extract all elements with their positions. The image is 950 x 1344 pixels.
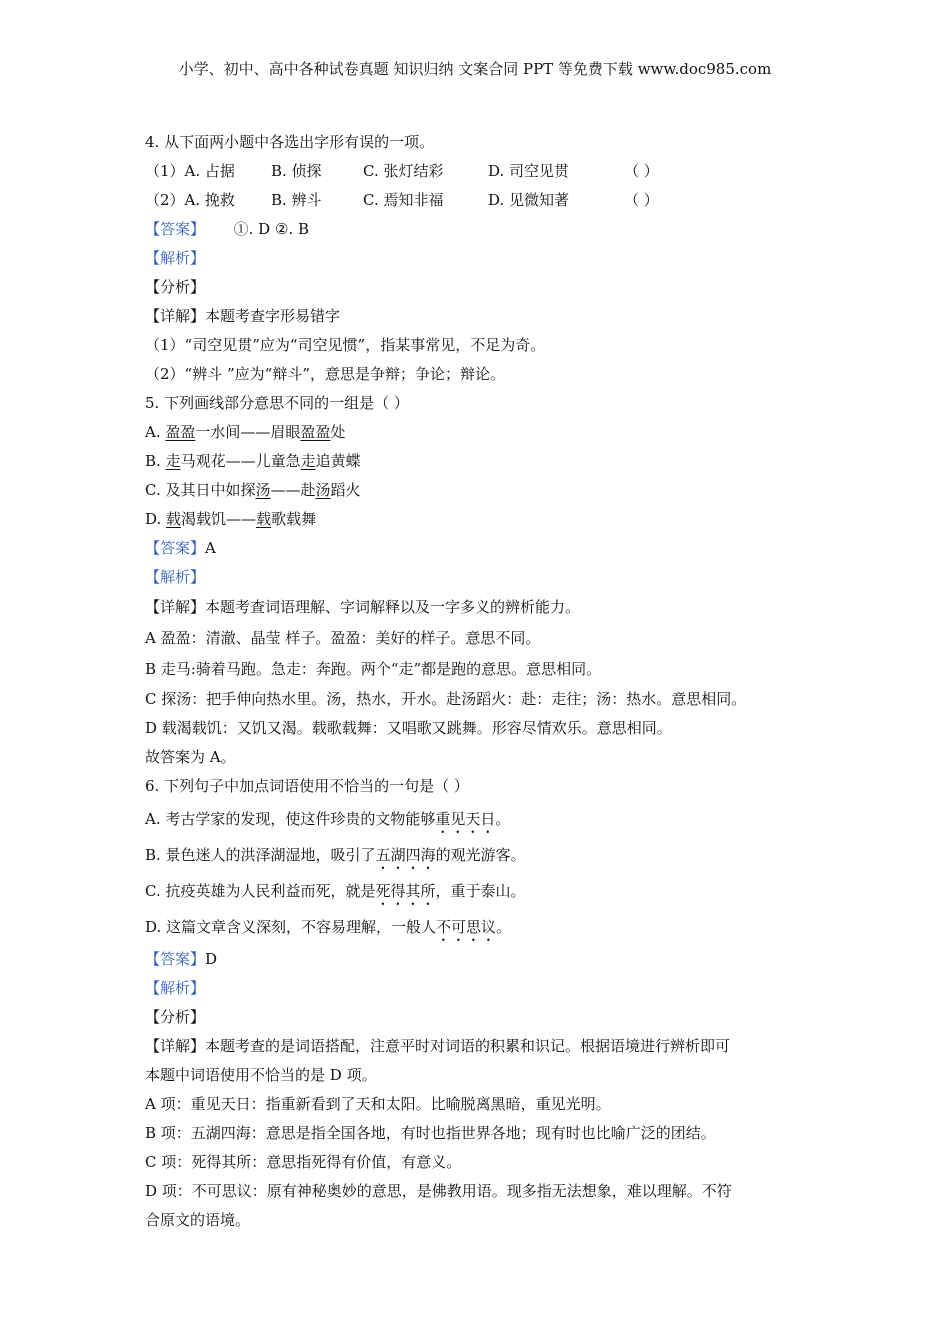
q4-r1-paren: （ ） xyxy=(624,162,659,180)
q4-row1 xyxy=(145,157,825,186)
q5-answer-text: A xyxy=(205,539,216,557)
q6-analysis xyxy=(145,974,825,1003)
q6-answer xyxy=(145,945,825,974)
q6-d-dotted: 不可思议 xyxy=(436,918,497,936)
q6-option-d xyxy=(145,909,825,945)
q4-r1-c: C. 张灯结彩 xyxy=(363,162,444,180)
q6-c-dotted: 死得其所 xyxy=(375,882,436,900)
q6-stem: 6. 下列句子中加点词语使用不恰当的一句是（ ） xyxy=(145,777,469,795)
q6-answer-text: D xyxy=(205,950,218,968)
detail-label: 【详解】 xyxy=(145,598,206,616)
q4-r2-a: （2）A. 挽救 xyxy=(145,191,235,209)
q4-fenxi xyxy=(145,273,825,302)
q5-c-mid: ——赴 xyxy=(270,481,316,499)
q5-b-underline-2: 走 xyxy=(300,452,316,470)
q5-explain-d: D 载渴载饥：又饥又渴。载歌载舞：又唱歌又跳舞。形容尽情欢乐。意思相同。 xyxy=(145,719,672,737)
q5-answer xyxy=(145,534,825,563)
q4-answer xyxy=(145,215,825,244)
q4-detail xyxy=(145,302,825,331)
detail-label: 【详解】 xyxy=(145,307,206,325)
q4-explain-2: （2）“辨斗 ”应为“辩斗”，意思是争辩；争论；辩论。 xyxy=(145,365,505,383)
q6-a-dotted: 重见天日 xyxy=(435,810,496,828)
q5-b-underline-1: 走 xyxy=(165,452,181,470)
q5-explain-a: A 盈盈：清澈、晶莹 样子。盈盈：美好的样子。意思不同。 xyxy=(145,629,541,647)
q5-d-underline-1: 载 xyxy=(166,510,182,528)
q6-b-dotted: 五湖四海 xyxy=(375,846,436,864)
q4-detail-text: 本题考查字形易错字 xyxy=(205,307,341,325)
q5-analysis xyxy=(145,563,825,592)
q6-a-pre: A. 考古学家的发现，使这件珍贵的文物能够 xyxy=(145,810,436,828)
analysis-label: 【解析】 xyxy=(145,979,206,997)
q6-b-post: 的观光游客。 xyxy=(435,846,526,864)
q5-a-label: A. xyxy=(145,423,166,441)
q5-b-label: B. xyxy=(145,452,166,470)
q6-b-pre: B. 景色迷人的洪泽湖湿地，吸引了 xyxy=(145,846,376,864)
q4-answer-text: ①. D ②. B xyxy=(233,220,309,238)
q5-detail xyxy=(145,592,825,623)
answer-label: 【答案】 xyxy=(145,220,206,238)
q4-r1-a: （1）A. 占据 xyxy=(145,162,235,180)
q6-explain-b: B 项：五湖四海：意思是指全国各地，有时也指世界各地；现有时也比喻广泛的团结。 xyxy=(145,1124,716,1142)
q6-a-post: 。 xyxy=(495,810,511,828)
q5-b-end: 追黄蝶 xyxy=(315,452,361,470)
detail-label: 【详解】 xyxy=(145,1037,206,1055)
analysis-label: 【解析】 xyxy=(145,249,206,267)
q4-r2-d: D. 见微知著 xyxy=(488,191,570,209)
q6-d-post: 。 xyxy=(496,918,512,936)
q6-explain-d-cont: 合原文的语境。 xyxy=(145,1211,251,1229)
q5-a-underline-1: 盈盈 xyxy=(165,423,196,441)
q5-explain-b: B 走马:骑着马跑。急走：奔跑。两个“走”都是跑的意思。意思相同。 xyxy=(145,660,602,678)
q6-detail xyxy=(145,1032,825,1061)
q5-d-end: 歌载舞 xyxy=(271,510,317,528)
q5-option-d xyxy=(145,505,825,534)
q5-c-label: C. 及其日中如探 xyxy=(145,481,256,499)
q5-option-a xyxy=(145,418,825,447)
q5-detail-text: 本题考查词语理解、字词解释以及一字多义的辨析能力。 xyxy=(205,598,581,616)
q5-stem: 5. 下列画线部分意思不同的一组是（ ） xyxy=(145,394,409,412)
q5-d-mid: 渴载饥—— xyxy=(181,510,257,528)
q5-a-underline-2: 盈盈 xyxy=(300,423,331,441)
q5-a-mid: 一水间——眉眼 xyxy=(195,423,301,441)
q6-detail-2: 本题中词语使用不恰当的是 D 项。 xyxy=(145,1066,377,1084)
q5-explain-c: C 探汤：把手伸向热水里。汤，热水，开水。赴汤蹈火：赴：走往；汤：热水。意思相同。 xyxy=(145,690,747,708)
q6-option-c xyxy=(145,873,825,909)
document-body xyxy=(145,128,825,1235)
q5-conclusion: 故答案为 A。 xyxy=(145,748,236,766)
q6-explain-c: C 项：死得其所：意思指死得有价值，有意义。 xyxy=(145,1153,462,1171)
q5-d-label: D. xyxy=(145,510,167,528)
q5-c-end: 蹈火 xyxy=(330,481,361,499)
q4-r1-b: B. 侦探 xyxy=(271,162,322,180)
q5-d-underline-2: 载 xyxy=(256,510,272,528)
q4-explain-1: （1）“司空见贯”应为“司空见惯”，指某事常见，不足为奇。 xyxy=(145,336,546,354)
fenxi-label: 【分析】 xyxy=(145,278,206,296)
q6-fenxi xyxy=(145,1003,825,1032)
q6-c-post: ，重于泰山。 xyxy=(435,882,526,900)
q4-r2-paren: （ ） xyxy=(624,191,659,209)
page-header: 小学、初中、高中各种试卷真题 知识归纳 文案合同 PPT 等免费下载 www.doc985.com xyxy=(178,60,772,78)
q6-explain-d: D 项：不可思议：原有神秘奥妙的意思，是佛教用语。现多指无法想象，难以理解。不符 xyxy=(145,1182,732,1200)
q6-option-a xyxy=(145,801,825,837)
q5-c-underline-1: 汤 xyxy=(255,481,271,499)
q4-row2 xyxy=(145,186,825,215)
fenxi-label: 【分析】 xyxy=(145,1008,206,1026)
q4-r2-c: C. 焉知非福 xyxy=(363,191,444,209)
q5-option-c xyxy=(145,476,825,505)
answer-label: 【答案】 xyxy=(145,539,206,557)
q5-b-mid: 马观花——儿童急 xyxy=(180,452,301,470)
q4-analysis xyxy=(145,244,825,273)
q6-option-b xyxy=(145,837,825,873)
q5-c-underline-2: 汤 xyxy=(315,481,331,499)
q4-stem: 4. 从下面两小题中各选出字形有误的一项。 xyxy=(145,133,435,151)
q6-c-pre: C. 抗疫英雄为人民利益而死，就是 xyxy=(145,882,376,900)
analysis-label: 【解析】 xyxy=(145,568,206,586)
q6-detail-text: 本题考查的是词语搭配，注意平时对词语的积累和识记。根据语境进行辨析即可 xyxy=(205,1037,731,1055)
q5-a-end: 处 xyxy=(330,423,346,441)
answer-label: 【答案】 xyxy=(145,950,206,968)
q4-r2-b: B. 辨斗 xyxy=(271,191,322,209)
q6-explain-a: A 项：重见天日：指重新看到了天和太阳。比喻脱离黑暗，重见光明。 xyxy=(145,1095,611,1113)
q4-r1-d: D. 司空见贯 xyxy=(488,162,570,180)
q5-option-b xyxy=(145,447,825,476)
q6-d-pre: D. 这篇文章含义深刻，不容易理解，一般人 xyxy=(145,918,437,936)
